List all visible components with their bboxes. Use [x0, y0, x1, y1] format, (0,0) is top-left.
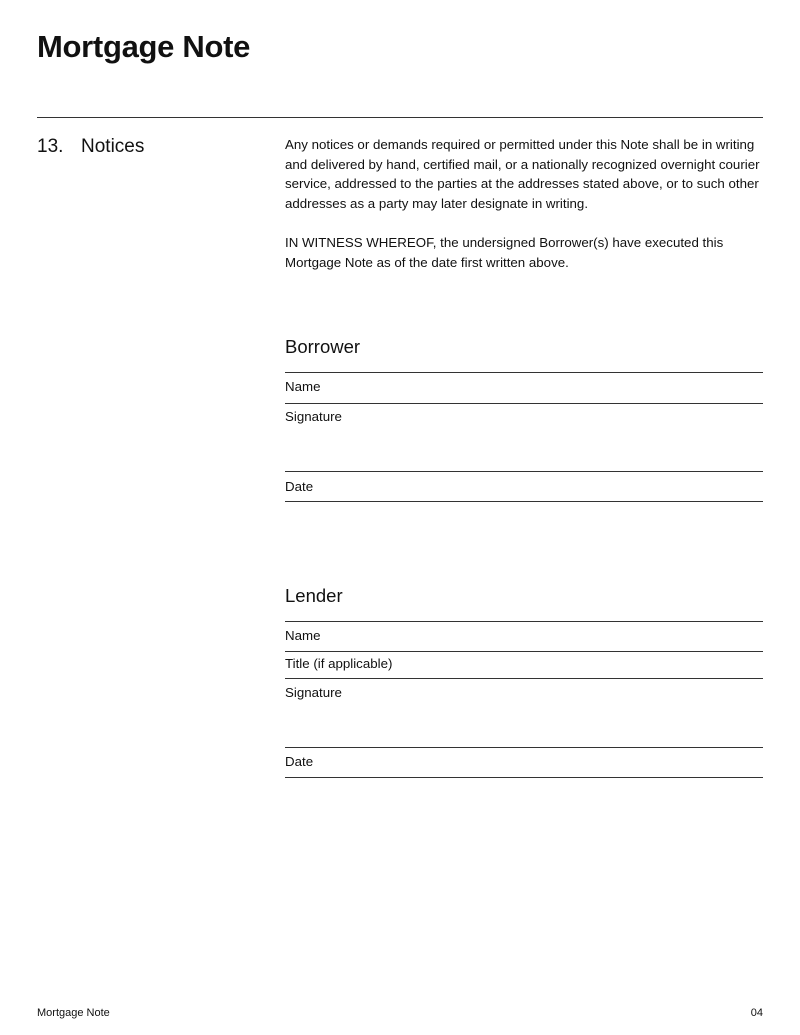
page-title: Mortgage Note — [37, 29, 251, 64]
lender-name-rule — [285, 651, 763, 652]
lender-signature-label: Signature — [285, 685, 342, 700]
borrower-name-label: Name — [285, 379, 321, 394]
section-title: Notices — [81, 136, 145, 157]
notices-paragraph: Any notices or demands required or permitted under this Note shall be in writing and delivered by hand, certified mail, or a nationally recognized overnight courier service, addressed to the parties at the addresses stated above, or to such other addresses as a party may later designate in writing. — [285, 137, 760, 212]
borrower-signature-label: Signature — [285, 409, 342, 424]
borrower-date-label: Date — [285, 479, 314, 494]
lender-title-rule — [285, 678, 763, 679]
lender-name-label: Name — [285, 628, 321, 643]
lender-date-label: Date — [285, 754, 314, 769]
footer-document-name: Mortgage Note — [37, 1007, 110, 1019]
borrower-signature-rule — [285, 471, 763, 472]
borrower-top-rule — [285, 372, 763, 373]
borrower-date-rule — [285, 501, 763, 502]
header-divider — [37, 117, 763, 118]
lender-date-rule — [285, 777, 763, 778]
lender-signature-rule — [285, 747, 763, 748]
lender-top-rule — [285, 621, 763, 622]
footer-page-number: 04 — [750, 1007, 763, 1019]
borrower-name-rule — [285, 403, 763, 404]
witness-paragraph: IN WITNESS WHEREOF, the undersigned Borrower(s) have executed this Mortgage Note as of the date first written above. — [285, 235, 724, 270]
borrower-heading: Borrower — [285, 336, 361, 357]
lender-title-label: Title (if applicable) — [285, 656, 393, 671]
lender-heading: Lender — [285, 585, 343, 606]
section-number: 13. — [37, 136, 64, 157]
